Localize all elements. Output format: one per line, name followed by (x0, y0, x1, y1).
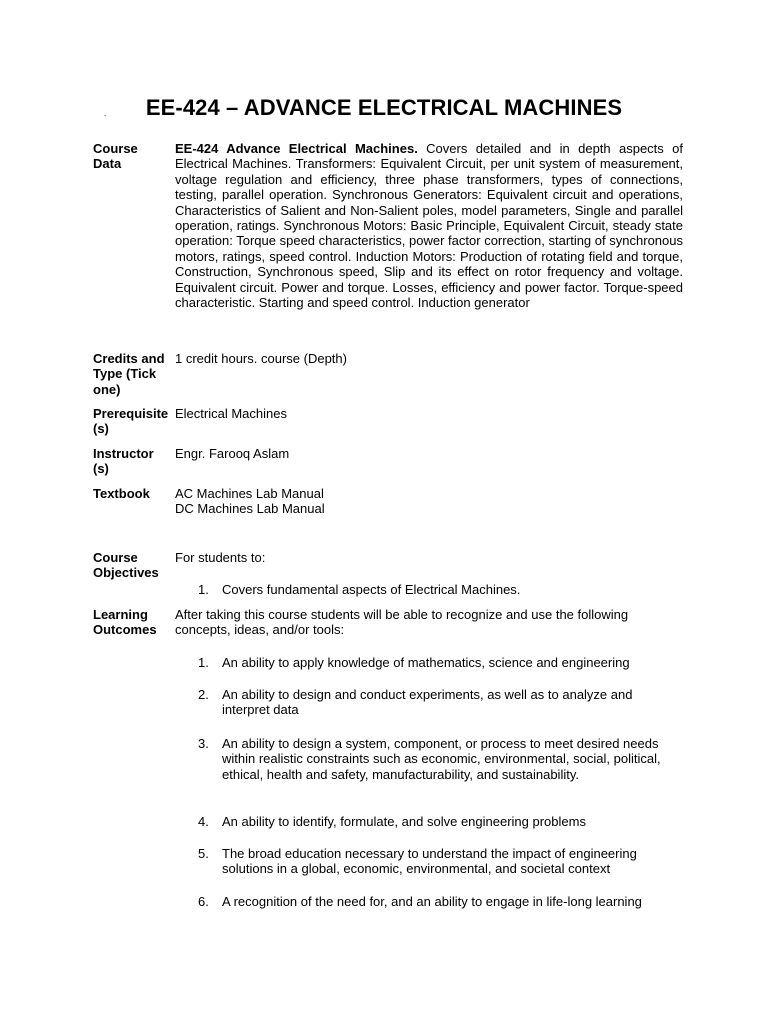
textbook-item: DC Machines Lab Manual (175, 501, 325, 517)
list-item-number: 3. (198, 736, 209, 751)
stray-dot-mark: . (104, 109, 107, 118)
page-title: EE-424 – ADVANCE ELECTRICAL MACHINES (145, 95, 623, 120)
course-objectives-intro: For students to: (175, 550, 266, 565)
list-item-number: 1. (198, 582, 209, 597)
course-description: Covers detailed and in depth aspects of Electrical Machines. Transformers: Equivalent Circuit, per unit system of measurement, voltage regulation and efficiency, three phase transformers, types of connections, testing, parallel operation. Synchronous Generators: Equivalent circuit and operations, Characteristics of Salient and Non-Salient poles, model parameters, Single and parallel operation, ratings. Synchronous Motors: Basic Principle, Equivalent Circuit, steady state operation: Torque speed characteristics, power factor correction, starting of synchronous motors, ratings, speed control. Induction Motors: Production of rotating field and torque, Construction, Synchronous speed, Slip and its effect on rotor frequency and voltage. Equivalent circuit. Power and torque. Losses, efficiency and power factor. Torque-speed characteristic. Starting and speed control. Induction generator (175, 141, 683, 311)
list-item-text: An ability to identify, formulate, and solve engineering problems (222, 814, 586, 829)
course-data-label: Course Data (93, 141, 138, 172)
list-item-text: An ability to apply knowledge of mathematics, science and engineering (222, 655, 630, 670)
learning-outcomes-label: Learning Outcomes (93, 607, 157, 638)
course-data-text (175, 141, 683, 310)
prerequisites-label: Prerequisite(s) (93, 406, 169, 437)
list-item-number: 2. (198, 687, 209, 702)
list-item-text: An ability to design and conduct experiments, as well as to analyze and interpret data (222, 687, 633, 718)
credits-label: Credits and Type (Tick one) (93, 351, 165, 397)
course-objectives-label: Course Objectives (93, 550, 159, 581)
instructor-label: Instructor(s) (93, 446, 154, 477)
learning-outcomes-intro: After taking this course students will be able to recognize and use the following concepts, ideas, and/or tools: (175, 607, 629, 638)
prerequisites-value: Electrical Machines (175, 406, 287, 421)
instructor-value: Engr. Farooq Aslam (175, 446, 290, 461)
list-item-number: 1. (198, 655, 209, 670)
list-item-text: Covers fundamental aspects of Electrical Machines. (222, 582, 521, 597)
list-item-number: 5. (198, 846, 209, 861)
textbook-list (175, 486, 683, 517)
list-item-number: 4. (198, 814, 209, 829)
course-name: EE-424 Advance Electrical Machines. (175, 141, 418, 156)
list-item-text: The broad education necessary to understand the impact of engineering solutions in a global, economic, environmental, and societal context (222, 846, 637, 877)
textbook-label: Textbook (93, 486, 150, 501)
list-item-text: An ability to design a system, component, or process to meet desired needs within realistic constraints such as economic, environmental, social, political, ethical, health and safety, manufacturability, and sustainability. (222, 736, 661, 782)
textbook-item: AC Machines Lab Manual (175, 486, 324, 501)
credits-value: 1 credit hours. course (Depth) (175, 351, 347, 366)
list-item-text: A recognition of the need for, and an ability to engage in life-long learning (222, 894, 642, 909)
list-item-number: 6. (198, 894, 209, 909)
